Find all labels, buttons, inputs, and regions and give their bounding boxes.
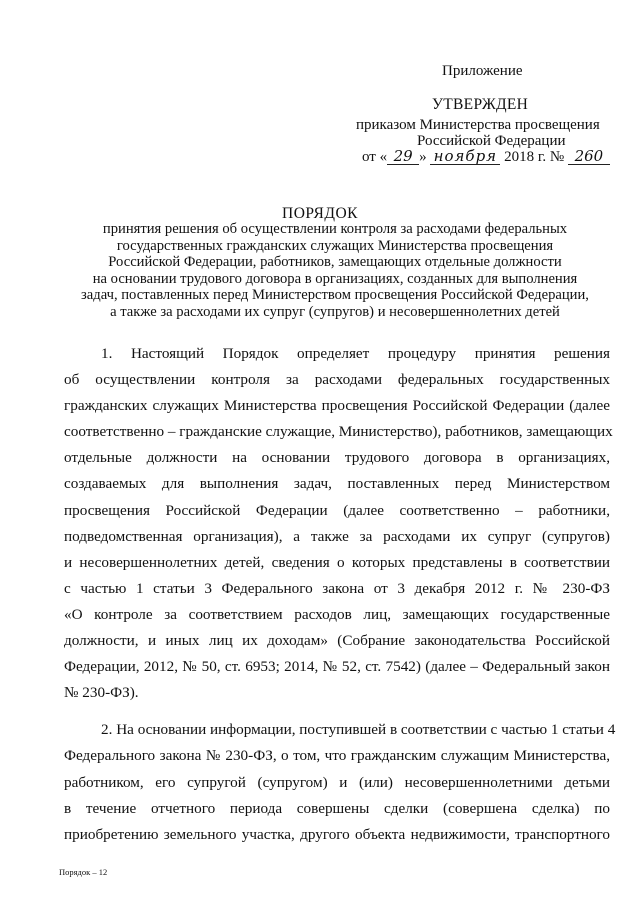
paragraph-line: № 230-ФЗ). (64, 684, 139, 702)
subtitle-line: государственных гражданских служащих Министерства просвещения (116, 237, 554, 254)
paragraph-2 (64, 717, 616, 847)
paragraph-line: 1. Настоящий Порядок определяет процедуру принятия решения (101, 345, 610, 362)
paragraph-line: отдельные должности на основании трудового договора в организациях, (64, 449, 610, 467)
paragraph-line: просвещения Российской Федерации (далее соответственно – работники, (64, 501, 610, 519)
handwritten-day: 29 (387, 149, 419, 165)
paragraph-line: создаваемых для выполнения задач, поставленных перед Министерством (64, 475, 610, 493)
subtitle-line: принятия решения об осуществлении контроля за расходами федеральных (102, 221, 568, 237)
paragraph-line: в течение отчетного периода совершены сделки (совершена сделка) по (64, 799, 610, 817)
paragraph-line: об осуществлении контроля за расходами федеральных государственных (64, 371, 610, 389)
paragraph-1 (64, 341, 613, 706)
paragraph-line: должности, и иных лиц их доходам» (Собрание законодательства Российской (64, 632, 610, 650)
document-subtitle (40, 221, 630, 321)
paragraph-line: Федерального закона № 230-ФЗ, о том, что гражданским служащим Министерства, (64, 747, 610, 765)
paragraph-line: 2. На основании информации, поступившей в соответствии с частью 1 статьи 4 (101, 721, 616, 739)
handwritten-order-number: 260 (568, 149, 610, 165)
date-year: 2018 г. № (504, 149, 565, 165)
subtitle-line: задач, поставленных перед Министерством просвещения Российской Федерации, (81, 287, 589, 304)
paragraph-line: с частью 1 статьи 3 Федерального закона от 3 декабря 2012 г. № 230-ФЗ (64, 579, 610, 597)
paragraph-line: работником, его супругой (супругом) и (или) несовершеннолетними детьми (64, 773, 610, 791)
date-mid: » (419, 149, 427, 165)
subtitle-line: на основании трудового договора в организациях, созданных для выполнения (92, 270, 578, 287)
subtitle-line: а также за расходами их супруг (супругов) и несовершеннолетних детей (110, 303, 560, 320)
order-line-2: Российской Федерации (417, 133, 566, 149)
order-line-1: приказом Министерства просвещения (356, 117, 600, 133)
paragraph-line: Федерации, 2012, № 50, ст. 6953; 2014, № 52, ст. 7542) (далее – Федеральный закон (64, 658, 610, 676)
paragraph-line: соответственно – гражданские служащие, Министерство), работников, замещающих (64, 423, 613, 441)
paragraph-line: гражданских служащих Министерства просвещения Российской Федерации (далее (64, 397, 610, 415)
document-title: ПОРЯДОК (282, 205, 358, 222)
subtitle-line: Российской Федерации, работников, замещающих отдельные должности (108, 254, 562, 271)
appendix-label: Приложение (442, 63, 523, 79)
paragraph-line: «О контроле за соответствием расходов лиц, замещающих государственные (64, 605, 610, 623)
paragraph-line: приобретению земельного участка, другого объекта недвижимости, транспортного (64, 825, 610, 843)
order-date-line (362, 149, 610, 166)
page-footer: Порядок – 12 (59, 867, 108, 877)
document-body (64, 341, 616, 848)
date-prefix: от « (362, 149, 388, 165)
paragraph-line: и несовершеннолетних детей, сведения о которых представлены в соответствии (64, 553, 610, 571)
handwritten-month: ноября (430, 149, 500, 165)
paragraph-line: подведомственная организация), а также за расходами их супруг (супругов) (64, 527, 610, 545)
approved-label: УТВЕРЖДЕН (432, 96, 529, 113)
